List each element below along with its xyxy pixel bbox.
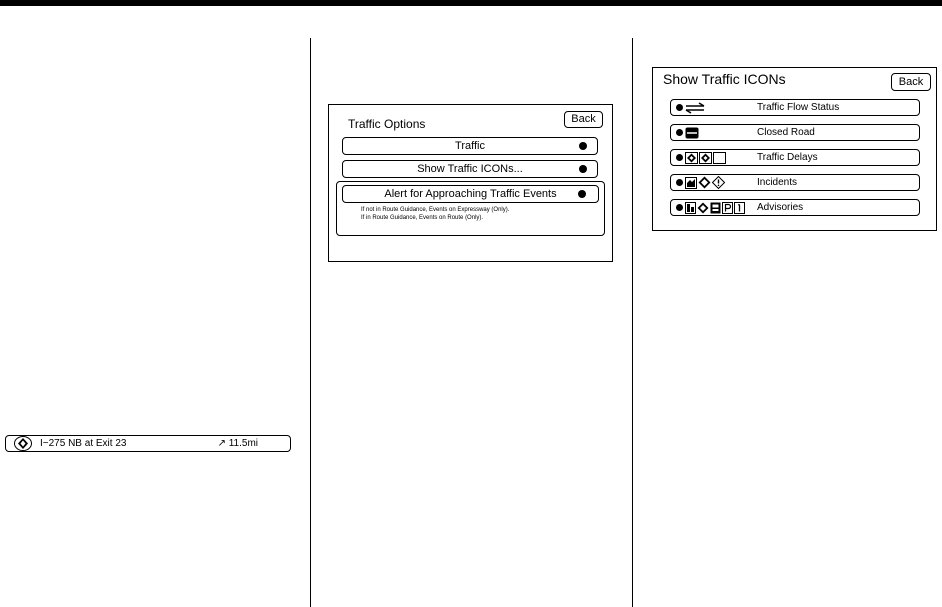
icon-row-flow-status[interactable] bbox=[670, 99, 920, 116]
traffic-toggle-button[interactable] bbox=[342, 137, 598, 155]
alert-option-group bbox=[336, 181, 605, 236]
icon-row-advisories[interactable] bbox=[670, 199, 920, 216]
row-label: Closed Road bbox=[757, 127, 815, 138]
toggle-indicator-icon bbox=[676, 204, 683, 211]
icon-row-traffic-delays[interactable] bbox=[670, 149, 920, 166]
top-rule bbox=[0, 0, 942, 6]
row-icons bbox=[685, 176, 725, 189]
alert-note: If not in Route Guidance, Events on Expressway (Only). bbox=[361, 207, 510, 213]
option-label: Traffic bbox=[455, 140, 485, 152]
show-traffic-icons-button[interactable] bbox=[342, 160, 598, 178]
row-icons bbox=[685, 126, 699, 139]
advisory-icon bbox=[685, 202, 696, 214]
column-divider bbox=[310, 38, 311, 607]
delay-icon bbox=[699, 152, 712, 164]
row-label: Incidents bbox=[757, 177, 798, 188]
icon-row-incidents[interactable] bbox=[670, 174, 920, 191]
alert-distance: ↗ 11.5mi bbox=[217, 438, 258, 449]
screen-title: Show Traffic ICONs bbox=[663, 71, 786, 87]
blank-square-icon bbox=[713, 152, 726, 164]
alert-location: I−275 NB at Exit 23 bbox=[40, 438, 127, 449]
toggle-indicator-icon bbox=[579, 142, 587, 150]
back-button[interactable]: Back bbox=[564, 111, 603, 128]
parking-icon bbox=[710, 202, 721, 214]
row-label: Advisories bbox=[757, 202, 804, 213]
toggle-indicator-icon bbox=[676, 129, 683, 136]
alert-approaching-events-button[interactable] bbox=[342, 185, 599, 203]
warning-diamond-icon bbox=[698, 176, 711, 189]
back-button[interactable]: Back bbox=[891, 73, 931, 91]
row-icons bbox=[685, 101, 705, 114]
traffic-options-screen bbox=[328, 104, 613, 262]
toggle-indicator-icon bbox=[676, 179, 683, 186]
p-icon bbox=[722, 202, 733, 214]
row-icons bbox=[685, 201, 745, 214]
toggle-indicator-icon bbox=[579, 165, 587, 173]
toggle-indicator-icon bbox=[578, 190, 586, 198]
row-icons bbox=[685, 151, 726, 164]
row-label: Traffic Flow Status bbox=[757, 102, 840, 113]
row-label: Traffic Delays bbox=[757, 152, 818, 163]
flow-arrows-icon bbox=[685, 102, 705, 114]
traffic-diamond-icon bbox=[14, 436, 32, 451]
info-icon bbox=[734, 202, 745, 214]
option-label: Alert for Approaching Traffic Events bbox=[384, 188, 557, 200]
toggle-indicator-icon bbox=[676, 154, 683, 161]
screen-title: Traffic Options bbox=[348, 117, 426, 131]
column-divider bbox=[632, 38, 633, 607]
delay-icon bbox=[685, 152, 698, 164]
caution-diamond-icon bbox=[712, 176, 725, 189]
advisory-diamond-icon bbox=[697, 202, 709, 214]
traffic-alert-bar[interactable] bbox=[5, 435, 291, 452]
icon-row-closed-road[interactable] bbox=[670, 124, 920, 141]
toggle-indicator-icon bbox=[676, 104, 683, 111]
show-traffic-icons-screen bbox=[652, 67, 937, 231]
closed-road-icon bbox=[685, 127, 699, 139]
incident-icon bbox=[685, 177, 697, 189]
option-label: Show Traffic ICONs... bbox=[417, 163, 523, 175]
alert-note: If in Route Guidance, Events on Route (Only). bbox=[361, 215, 484, 221]
